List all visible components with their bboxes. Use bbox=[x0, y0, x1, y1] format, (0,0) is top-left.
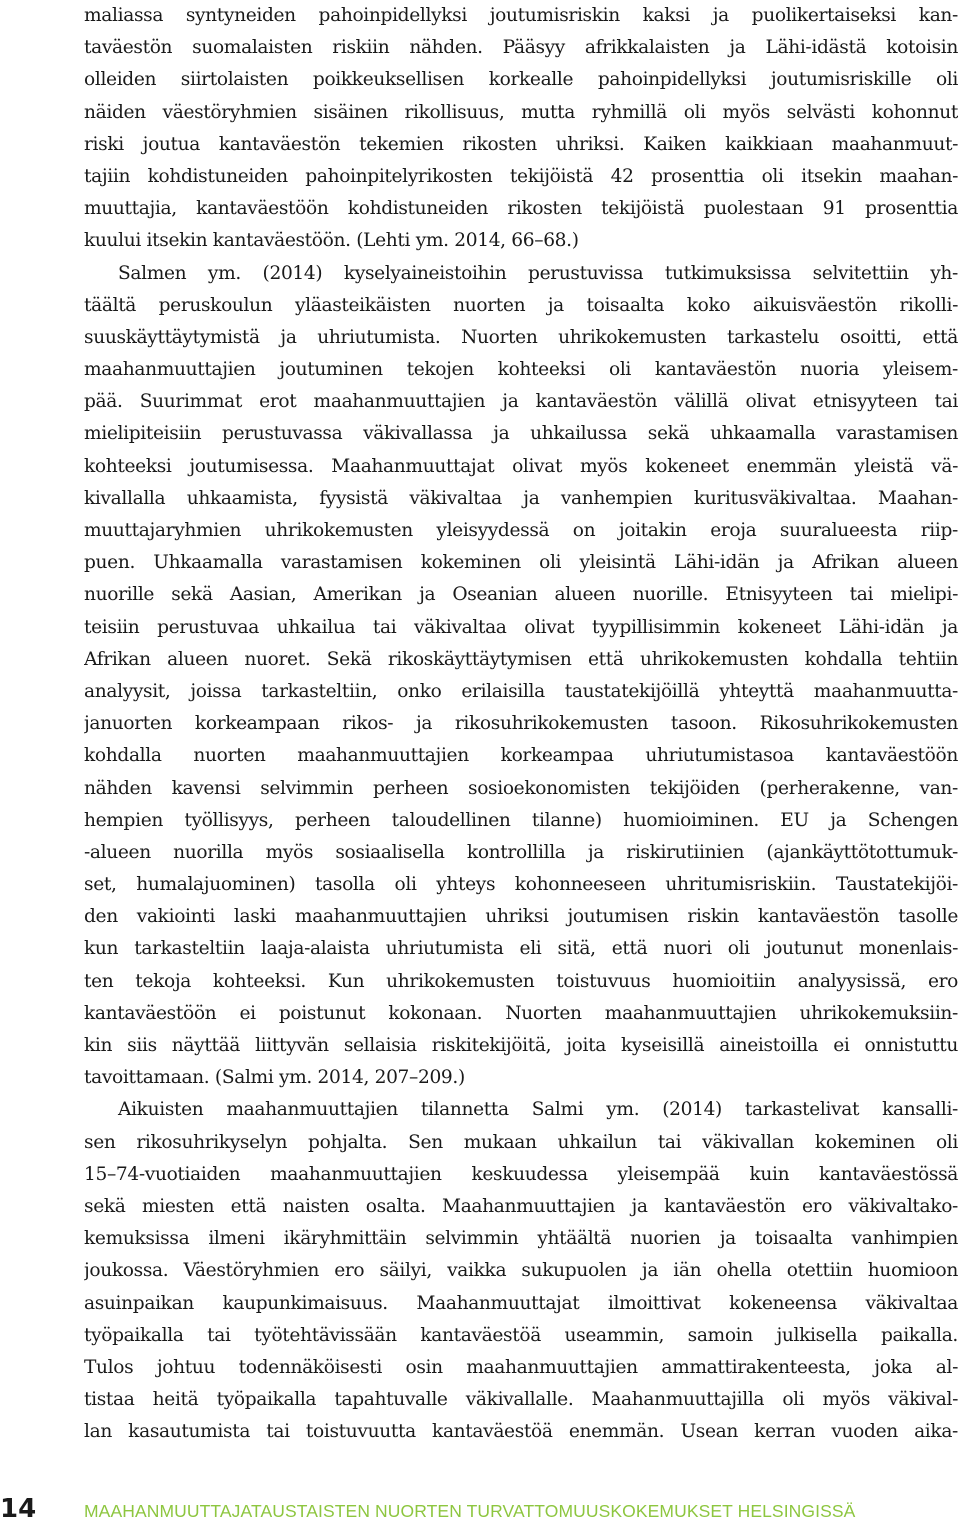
text-line: kivallalla uhkaamista, fyysistä väkivaltaa ja vanhempien kuritusväkivaltaa. Maahan- bbox=[84, 487, 958, 509]
text-line: 15–74-vuotiaiden maahanmuuttajien keskuudessa yleisempää kuin kantaväestössä bbox=[84, 1163, 958, 1185]
text-line: joukossa. Väestöryhmien ero säilyi, vaikka sukupuolen ja iän ohella otettiin huomioon bbox=[84, 1260, 958, 1282]
body-text bbox=[84, 0, 958, 1448]
text-line: maahanmuuttajien joutuminen tekojen kohteeksi oli kantaväestön nuoria yleisem- bbox=[84, 359, 958, 381]
text-line: sen rikosuhrikyselyn pohjalta. Sen mukaan uhkailun tai väkivallan kokeminen oli bbox=[84, 1131, 958, 1153]
page-number: 14 bbox=[0, 1494, 37, 1524]
text-line: kantaväestöön ei poistunut kokonaan. Nuorten maahanmuuttajien uhrikokemuksiin- bbox=[84, 1002, 958, 1024]
text-line: asuinpaikan kaupunkimaisuus. Maahanmuuttajat ilmoittivat kokeneensa väkivaltaa bbox=[84, 1292, 958, 1314]
text-line: muuttajaryhmien uhrikokemusten yleisyydessä on joitakin eroja suuralueesta riip- bbox=[84, 520, 958, 541]
text-line: kun tarkasteltiin laaja-alaista uhriutumista eli sitä, että nuori oli joutunut monenlais- bbox=[84, 938, 958, 960]
text-line: Aikuisten maahanmuuttajien tilannetta Salmi ym. (2014) tarkastelivat kansalli- bbox=[118, 1099, 958, 1121]
text-line: muuttajia, kantaväestöön kohdistuneiden rikosten tekijöistä puolestaan 91 prosenttia bbox=[84, 198, 958, 220]
text-line: lan kasautumista tai toistuvuutta kantaväestöä enemmän. Usean kerran vuoden aika- bbox=[84, 1421, 958, 1443]
page-footer bbox=[0, 1494, 960, 1530]
text-line: ten tekoja kohteeksi. Kun uhrikokemusten toistuvuus huomioitiin analyysissä, ero bbox=[84, 970, 958, 992]
text-line: tajiin kohdistuneiden pahoinpitelyrikosten tekijöistä 42 prosenttia oli itsekin maahan- bbox=[84, 165, 958, 187]
text-line: nuorille sekä Aasian, Amerikan ja Oseanian alueen nuorille. Etnisyyteen tai mielipi- bbox=[84, 584, 958, 606]
text-line: mielipiteisiin perustuvassa väkivallassa ja uhkailussa sekä uhkaamalla varastamisen bbox=[84, 423, 958, 445]
text-line: kin siis näyttää liittyvän sellaisia riskitekijöitä, joita kyseisillä aineistoilla ei onnistuttu bbox=[84, 1035, 958, 1056]
text-line: nähden kavensi selvimmin perheen sosioekonomisten tekijöiden (perherakenne, van- bbox=[84, 777, 958, 799]
text-line: kuului itsekin kantaväestöön. (Lehti ym. 2014, 66–68.) bbox=[84, 230, 579, 252]
text-line: -alueen nuorilla myös sosiaalisella kontrollilla ja riskirutiinien (ajankäyttötottumuk- bbox=[84, 841, 958, 863]
text-line: teisiin perustuvaa uhkailua tai väkivaltaa olivat tyypillisimmin kokeneet Lähi-idän ja bbox=[84, 616, 958, 638]
text-line: työpaikalla tai työtehtävissään kantaväestöä useammin, samoin julkisella paikalla. bbox=[84, 1324, 958, 1346]
text-line: hempien työllisyys, perheen taloudellinen tilanne) huomioiminen. EU ja Schengen bbox=[84, 809, 958, 831]
text-line: pää. Suurimmat erot maahanmuuttajien ja kantaväestön välillä olivat etnisyyteen tai bbox=[84, 391, 958, 413]
text-line: täältä peruskoulun yläasteikäisten nuorten ja toisaalta koko aikuisväestön rikolli- bbox=[84, 294, 958, 316]
text-line: Salmen ym. (2014) kyselyaineistoihin perustuvissa tutkimuksissa selvitettiin yh- bbox=[118, 262, 958, 284]
text-line: kohteeksi joutumisessa. Maahanmuuttajat olivat myös kokeneet enemmän yleistä vä- bbox=[84, 455, 958, 477]
text-line: taväestön suomalaisten riskiin nähden. Pääsyy afrikkalaisten ja Lähi-idästä kotoisin bbox=[84, 37, 958, 59]
text-line: kemuksissa ilmeni ikäryhmittäin selvimmin yhtäältä nuorien ja toisaalta vanhimpien bbox=[84, 1228, 958, 1250]
text-line: set, humalajuominen) tasolla oli yhteys kohonneeseen uhritumisriskiin. Taustatekijöi- bbox=[84, 874, 958, 896]
text-line: Afrikan alueen nuoret. Sekä rikoskäyttäytymisen että uhrikokemusten kohdalla tehtiin bbox=[84, 648, 958, 670]
text-line: kohdalla nuorten maahanmuuttajien korkeampaa uhriutumistasoa kantaväestöön bbox=[84, 745, 958, 767]
text-line: januorten korkeampaan rikos- ja rikosuhrikokemusten tasoon. Rikosuhrikokemusten bbox=[84, 713, 958, 735]
text-line: näiden väestöryhmien sisäinen rikollisuus, mutta ryhmillä oli myös selvästi kohonnut bbox=[84, 101, 958, 123]
running-title: MAAHANMUUTTAJATAUSTAISTEN NUORTEN TURVATTOMUUSKOKEMUKSET HELSINGISSÄ bbox=[84, 1501, 856, 1521]
text-line: riski joutua kantaväestön tekemien rikosten uhriksi. Kaiken kaikkiaan maahanmuut- bbox=[84, 133, 958, 155]
text-line: Tulos johtuu todennäköisesti osin maahanmuuttajien ammattirakenteesta, joka al- bbox=[84, 1356, 958, 1378]
text-line: tavoittamaan. (Salmi ym. 2014, 207–209.) bbox=[84, 1067, 465, 1089]
text-line: olleiden siirtolaisten poikkeuksellisen korkealle pahoinpidellyksi joutumisriskille oli bbox=[84, 69, 958, 91]
text-line: den vakiointi laski maahanmuuttajien uhriksi joutumisen riskin kantaväestön tasolle bbox=[84, 906, 958, 928]
text-line: maliassa syntyneiden pahoinpidellyksi joutumisriskin kaksi ja puolikertaiseksi kan- bbox=[84, 5, 958, 26]
text-line: analyysit, joissa tarkasteltiin, onko erilaisilla taustatekijöillä yhteyttä maahanmuutta- bbox=[84, 680, 958, 702]
text-line: tistaa heitä työpaikalla tapahtuvalle väkivallalle. Maahanmuuttajilla oli myös väkival- bbox=[84, 1389, 958, 1411]
text-line: suuskäyttäytymistä ja uhriutumista. Nuorten uhrikokemusten tarkastelu osoitti, että bbox=[84, 326, 958, 348]
text-line: puen. Uhkaamalla varastamisen kokeminen oli yleisintä Lähi-idän ja Afrikan alueen bbox=[84, 552, 958, 574]
text-line: sekä miesten että naisten osalta. Maahanmuuttajien ja kantaväestön ero väkivaltako- bbox=[84, 1195, 958, 1217]
